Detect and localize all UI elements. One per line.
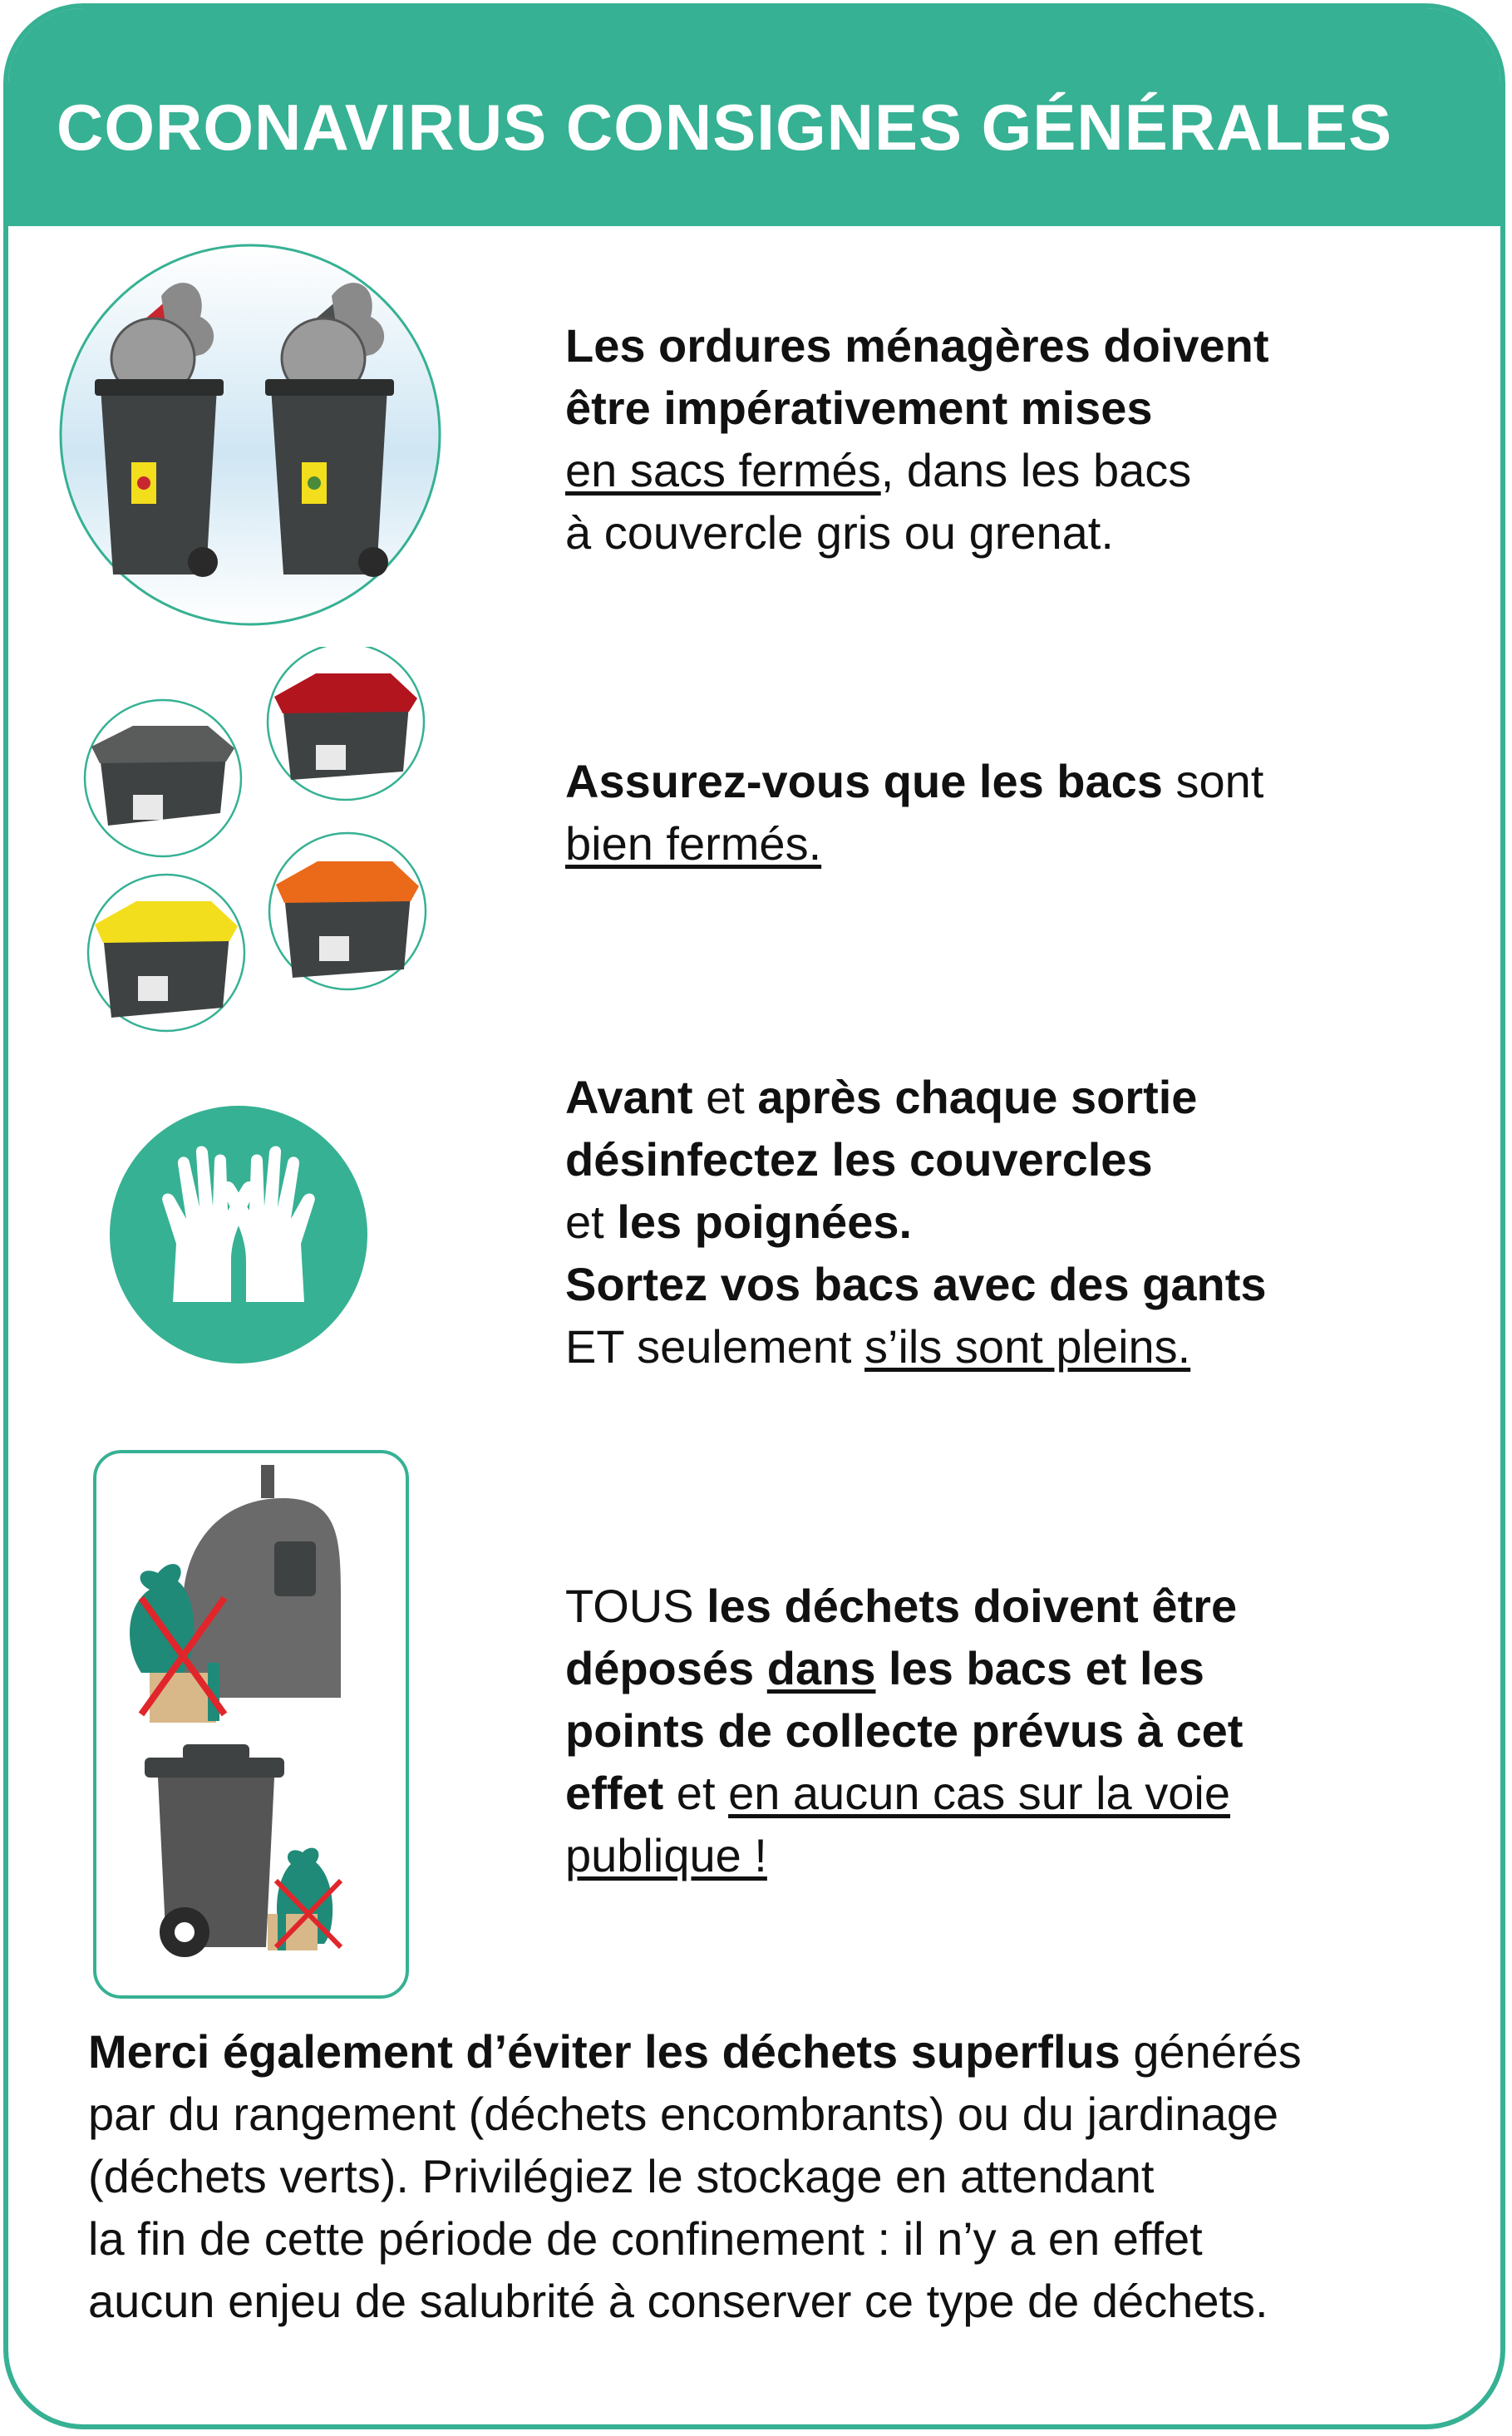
text-underlined: bien fermés. xyxy=(565,817,822,870)
text-bold: les déchets doivent être xyxy=(707,1580,1238,1632)
section-3-text xyxy=(565,1066,1267,1378)
text-bold: Merci également d’éviter les déchets superflus xyxy=(88,2025,1120,2078)
footer-line: la fin de cette période de confinement : il n’y a en effet xyxy=(88,2212,1203,2265)
text-bold: déposés xyxy=(565,1642,767,1694)
text-bold: après chaque sortie xyxy=(757,1071,1198,1123)
text: et xyxy=(663,1767,729,1819)
text-bold: effet xyxy=(565,1767,664,1819)
text-underlined: publique ! xyxy=(565,1829,767,1881)
text-bold: désinfectez les couvercles xyxy=(565,1133,1153,1186)
section-1-text xyxy=(565,314,1269,564)
text-underlined: en aucun cas sur la voie xyxy=(728,1767,1230,1819)
footer-line: (déchets verts). Privilégiez le stockage en attendant xyxy=(88,2150,1155,2202)
section-4-text xyxy=(565,1575,1243,1886)
text-bold: être impérativement mises xyxy=(565,382,1153,434)
footer-line: par du rangement (déchets encombrants) ou du jardinage xyxy=(88,2088,1278,2140)
text: ET seulement xyxy=(565,1320,865,1373)
text-bold: les poignées. xyxy=(617,1196,913,1248)
header-banner xyxy=(8,8,1500,226)
text: et xyxy=(692,1071,758,1123)
text-bold-underlined: dans xyxy=(766,1642,876,1694)
text: , dans les bacs xyxy=(880,444,1192,496)
closed-bins-icon xyxy=(83,647,432,1046)
text: et xyxy=(565,1196,618,1248)
info-card xyxy=(3,3,1505,2429)
section-2-text xyxy=(565,750,1263,875)
text-bold: les bacs et les xyxy=(875,1642,1204,1694)
text-bold: points de collecte prévus à cet xyxy=(565,1704,1244,1757)
no-dumping-icon xyxy=(91,1448,411,2000)
page-title: CORONAVIRUS CONSIGNES GÉNÉRALES xyxy=(57,91,1393,164)
text-bold: Les ordures ménagères doivent xyxy=(565,319,1269,372)
footer-paragraph xyxy=(88,2020,1485,2332)
footer-line: aucun enjeu de salubrité à conserver ce type de déchets. xyxy=(88,2275,1268,2327)
text: à couvercle gris ou grenat. xyxy=(565,506,1114,559)
text-underlined: s’ils sont pleins. xyxy=(864,1320,1191,1373)
text: TOUS xyxy=(565,1580,707,1632)
garbage-bags-in-bins-icon xyxy=(55,238,446,633)
text-underlined: en sacs fermés xyxy=(565,444,881,496)
text: générés xyxy=(1120,2025,1302,2078)
text-bold: Assurez-vous que les bacs xyxy=(565,755,1163,807)
text-bold: Avant xyxy=(565,1071,693,1123)
text-bold: Sortez vos bacs avec des gants xyxy=(565,1258,1267,1310)
gloves-icon xyxy=(106,1102,371,1367)
text: sont xyxy=(1162,755,1264,807)
